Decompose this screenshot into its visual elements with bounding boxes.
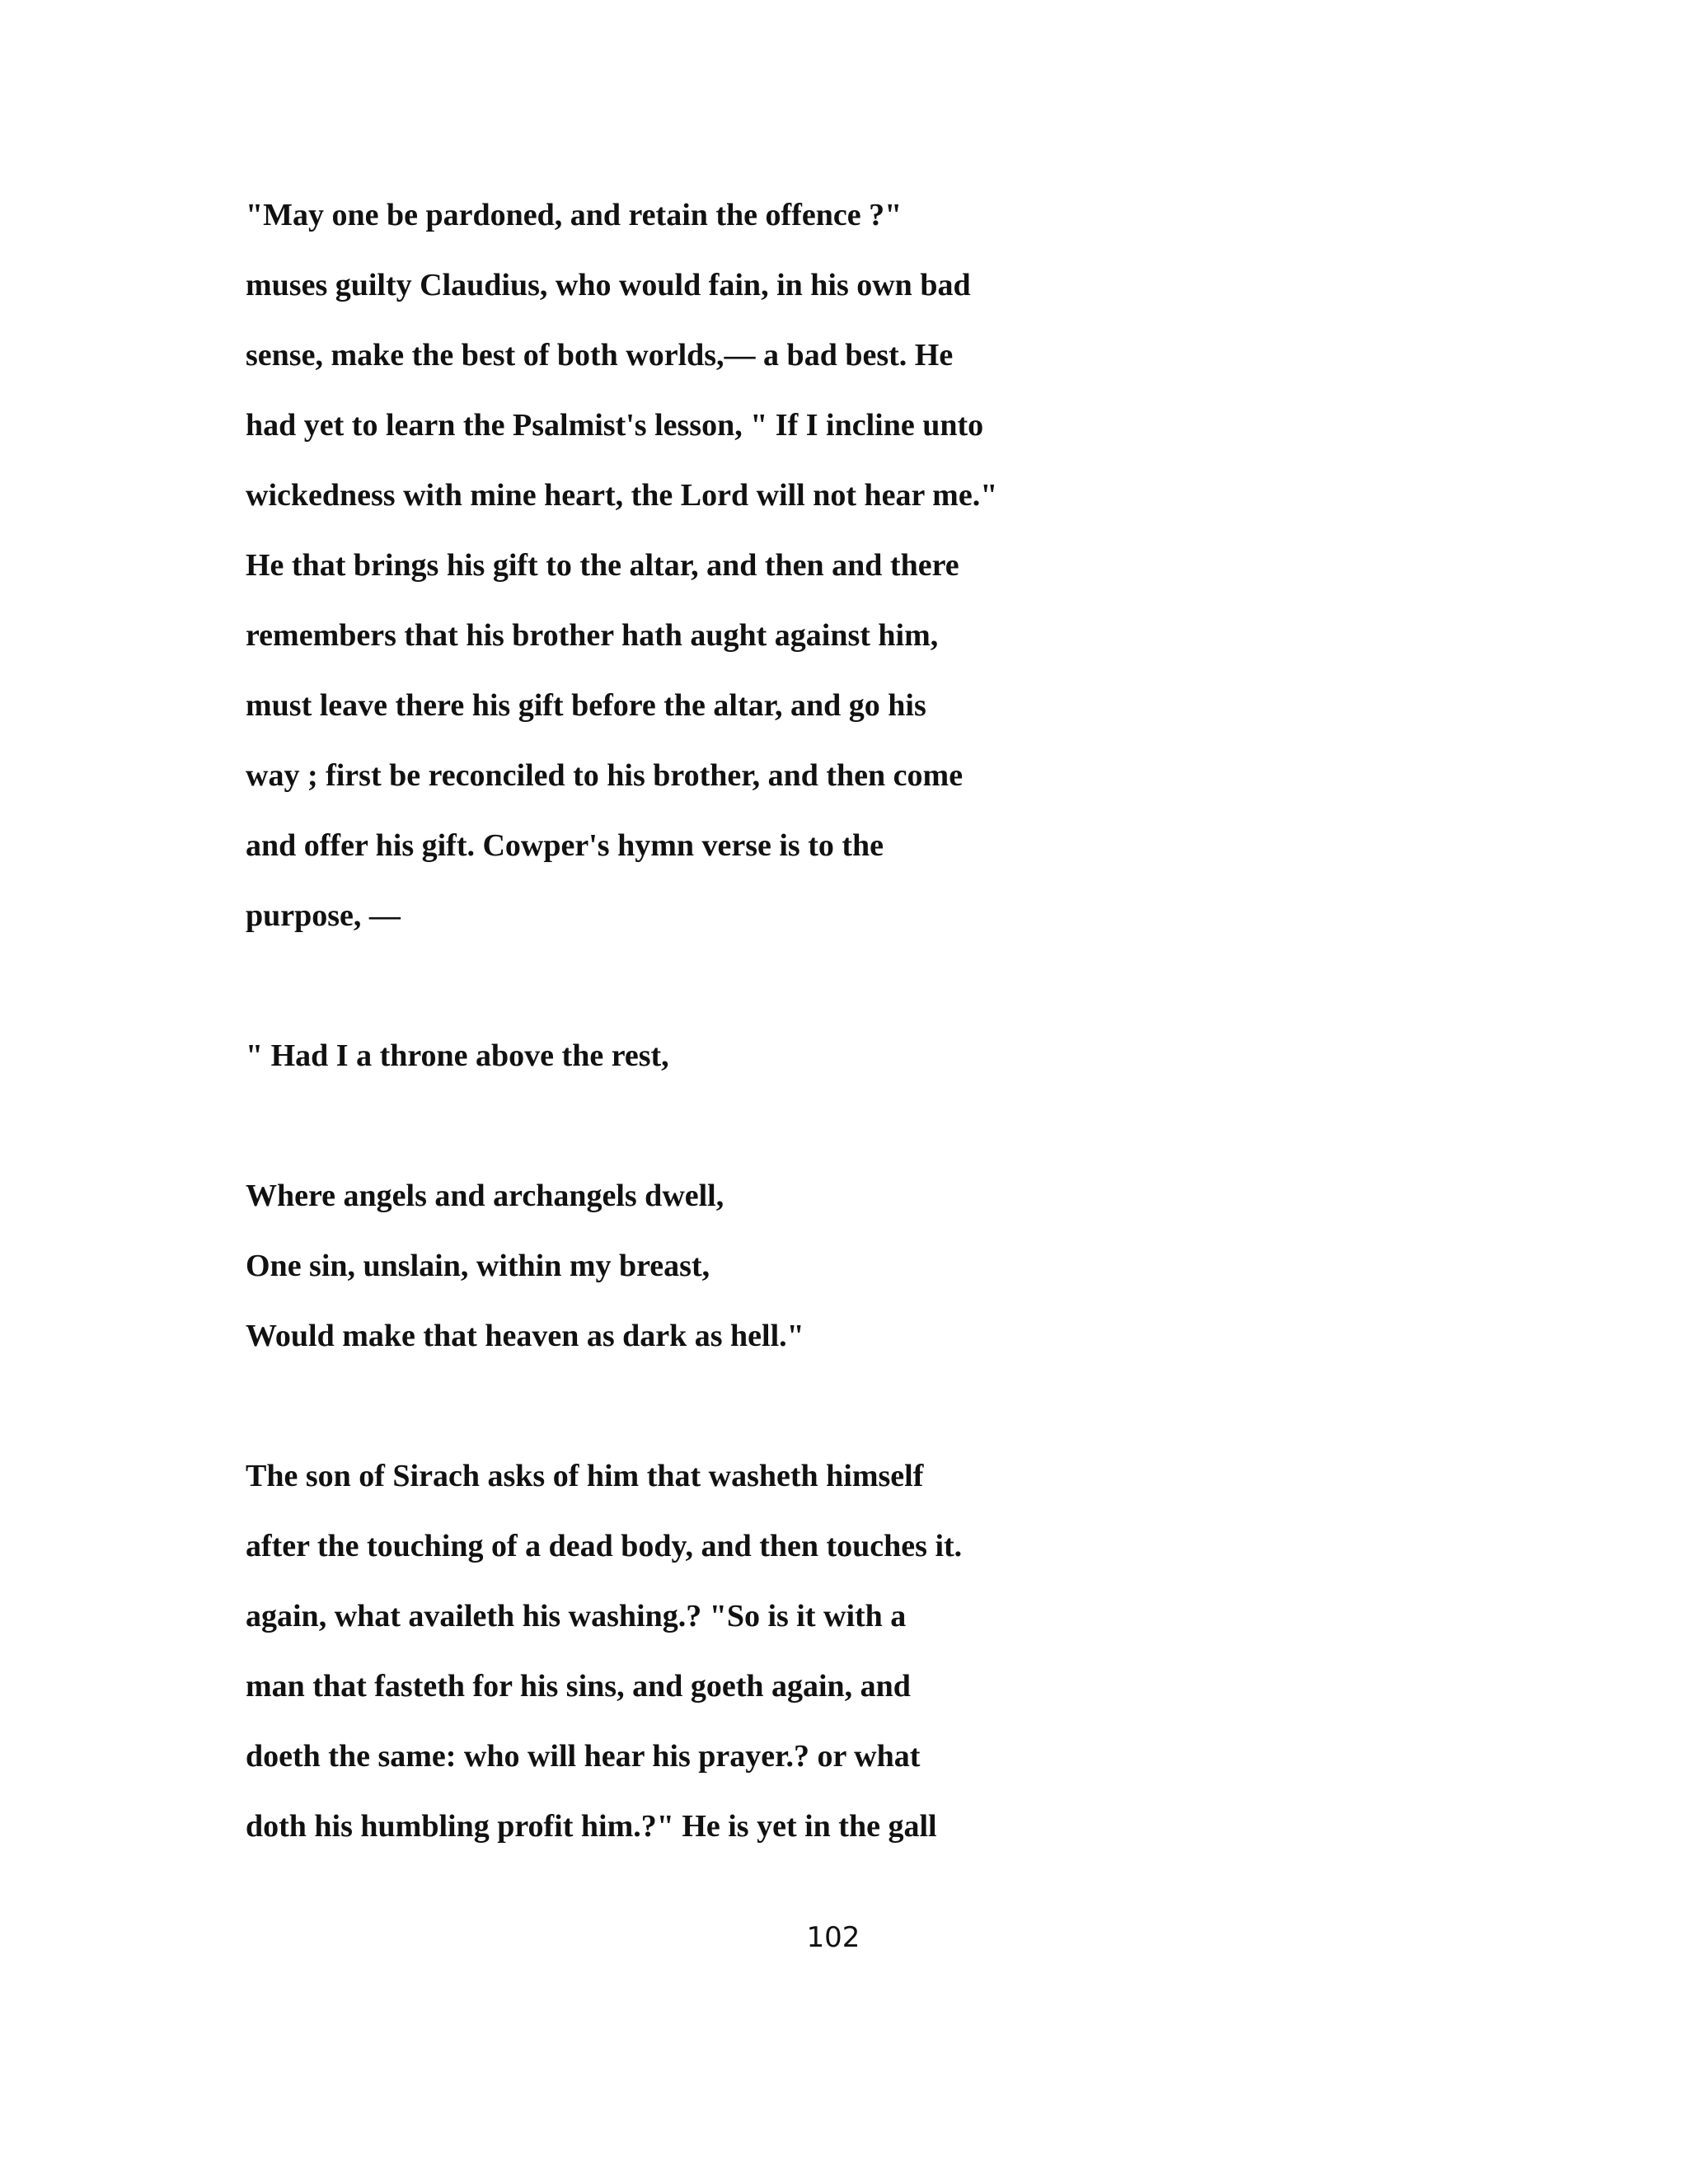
text-line: sense, make the best of both worlds,— a bad best. He — [246, 338, 954, 373]
text-line: way ; first be reconciled to his brother, and then come — [246, 758, 964, 793]
text-line: doth his humbling profit him.?" He is yet in the gall — [246, 1809, 937, 1844]
text-line: again, what availeth his washing.? "So is it with a — [246, 1599, 907, 1633]
text-line: and offer his gift. Cowper's hymn verse is to the — [246, 828, 884, 863]
verse-line: Would make that heaven as dark as hell." — [246, 1319, 804, 1353]
text-line: muses guilty Claudius, who would fain, in his own bad — [246, 268, 971, 302]
text-line: "May one be pardoned, and retain the offence ?" — [246, 198, 903, 232]
verse-line: Where angels and archangels dwell, — [246, 1179, 724, 1213]
text-line: doeth the same: who will hear his prayer.? or what — [246, 1739, 921, 1774]
text-line: had yet to learn the Psalmist's lesson, " If I incline unto — [246, 408, 984, 443]
text-line: The son of Sirach asks of him that washeth himself — [246, 1459, 924, 1493]
text-line: remembers that his brother hath aught against him, — [246, 618, 939, 653]
text-line: purpose, — — [246, 898, 401, 933]
text-line: man that fasteth for his sins, and goeth again, and — [246, 1669, 911, 1704]
text-line: wickedness with mine heart, the Lord will not hear me." — [246, 478, 998, 513]
page-number: 102 — [806, 1921, 860, 1954]
text-line: must leave there his gift before the altar, and go his — [246, 688, 926, 723]
text-line: He that brings his gift to the altar, and then and there — [246, 548, 959, 583]
text-line: after the touching of a dead body, and then touches it. — [246, 1529, 963, 1563]
verse-line: One sin, unslain, within my breast, — [246, 1249, 710, 1283]
verse-line: " Had I a throne above the rest, — [246, 1038, 669, 1073]
